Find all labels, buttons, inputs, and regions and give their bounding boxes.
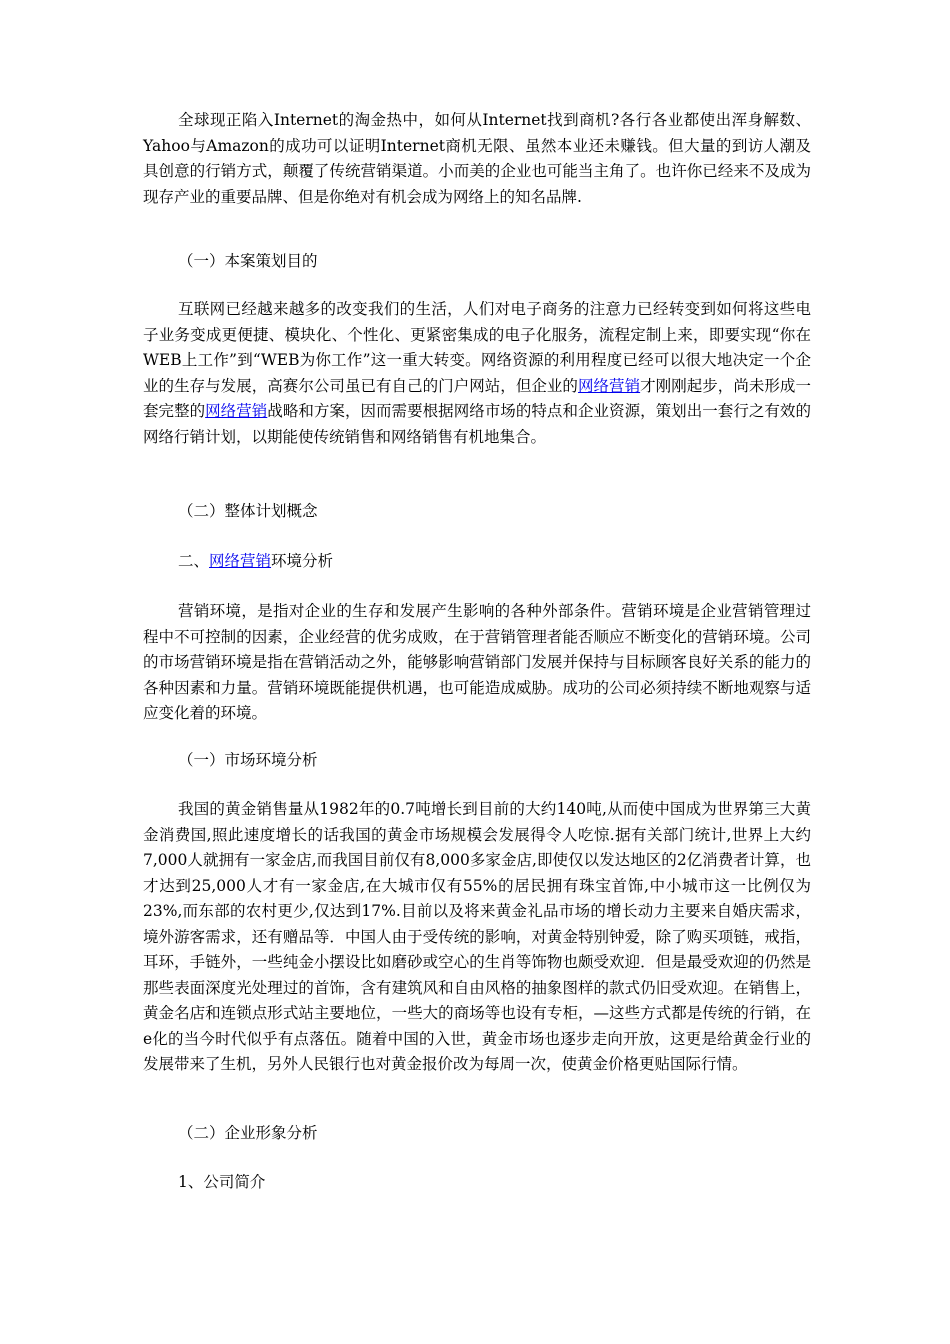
section-heading-overall-concept: （二）整体计划概念 <box>178 502 318 520</box>
intro-paragraph: 全球现正陷入Internet的淘金热中，如何从Internet找到商机?各行各业都使出浑身解数、Yahoo与Amazon的成功可以证明Internet商机无限、虽然本业还未赚钱。但大量的到访人潮及具创意的行销方式，颠覆了传统营销渠道。小而美的企业也可能当主角了。也许你已经来不及成为现存产业的重要品牌、但是你绝对有机会成为网络上的知名品牌. <box>143 111 811 206</box>
planning-purpose-paragraph <box>143 297 811 450</box>
section-heading-planning-purpose: （一）本案策划目的 <box>178 252 318 270</box>
network-marketing-link[interactable]: 网络营销 <box>577 376 641 395</box>
section-heading-corporate-image: （二）企业形象分析 <box>178 1124 318 1142</box>
paragraph-text: 互联网已经越来越多的改变我们的生活，人们对电子商务的注意力已经转变到如何将这些电子业务变成更便捷、模块化、个性化、更紧密集成的电子化服务，流程定制上来，即要实现“你在WEB上工作”到“WEB为你工作”这一重大转变。网络资源的利用程度已经可以很大地决定一个企业的生存与发展，高赛尔公司虽已有自己的门户网站，但企业的 <box>143 300 811 395</box>
gold-market-paragraph: 我国的黄金销售量从1982年的0.7吨增长到目前的大约140吨,从而使中国成为世界第三大黄金消费国,照此速度增长的话我国的黄金市场规模会发展得令人吃惊.据有关部门统计,世界上大约7,000人就拥有一家金店,而我国目前仅有8,000多家金店,即使仅以发达地区的2亿消费者计算，也才达到25,000人才有一家金店,在大城市仅有55%的居民拥有珠宝首饰,中小城市这一比例仅为23%,而东部的农村更少,仅达到17%.目前以及将来黄金礼品市场的增长动力主要来自婚庆需求，境外游客需求，还有赠品等．中国人由于受传统的影响，对黄金特别钟爱，除了购买项链，戒指，耳环，手链外，一些纯金小摆设比如磨砂或空心的生肖等饰物也颇受欢迎．但是最受欢迎的仍然是那些表面深度光处理过的首饰，含有建筑风和自由风格的抽象图样的款式仍旧受欢迎。在销售上，黄金名店和连锁点形式站主要地位，一些大的商场等也设有专柜，—这些方式都是传统的行销，在e化的当今时代似乎有点落伍。随着中国的入世，黄金市场也逐步走向开放，这更是给黄金行业的发展带来了生机，另外人民银行也对黄金报价改为每周一次，使黄金价格更贴国际行情。 <box>143 800 811 1073</box>
chapter-title-suffix: 环境分析 <box>271 552 334 570</box>
network-marketing-link[interactable]: 网络营销 <box>205 402 268 420</box>
item-heading-company-profile: 1、公司简介 <box>178 1173 266 1191</box>
network-marketing-link[interactable]: 网络营销 <box>209 552 272 570</box>
paragraph-text: 战略和方案，因而需要根据网络市场的特点和企业资源，策划出一套行之有效的网络行销计划，以期能使传统销售和网络销售有机地集合。 <box>143 402 811 446</box>
chapter-number: 二、 <box>178 552 210 570</box>
chapter-heading-environment-analysis <box>178 549 333 575</box>
paragraph-text: 才刚刚起步，尚未形成一套完整的 <box>143 376 811 420</box>
section-heading-market-environment: （一）市场环境分析 <box>178 751 318 769</box>
marketing-environment-paragraph: 营销环境，是指对企业的生存和发展产生影响的各种外部条件。营销环境是企业营销管理过程中不可控制的因素，企业经营的优劣成败，在于营销管理者能否顺应不断变化的营销环境。公司的市场营销环境是指在营销活动之外，能够影响营销部门发展并保持与目标顾客良好关系的能力的各种因素和力量。营销环境既能提供机遇，也可能造成威胁。成功的公司必须持续不断地观察与适应变化着的环境。 <box>143 602 811 722</box>
